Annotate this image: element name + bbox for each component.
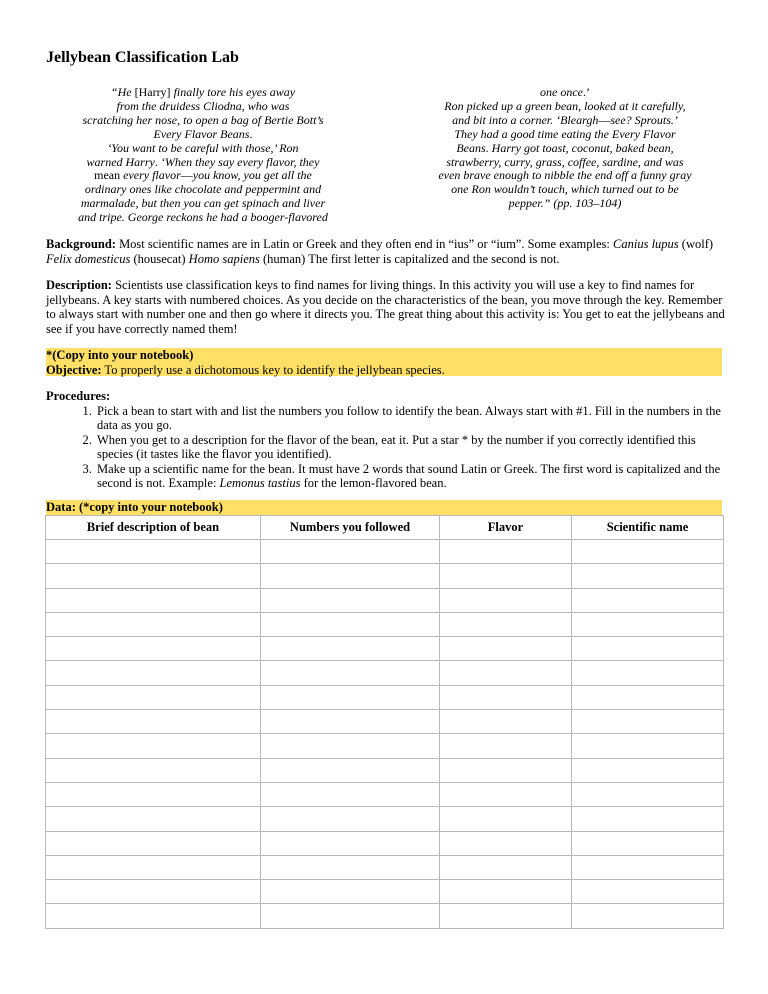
background-text-3: (housecat) [130, 251, 189, 266]
quote-segment: scratching her nose, to open a bag of Bertie Bott’s [82, 112, 324, 127]
table-cell [46, 637, 261, 661]
table-cell [261, 540, 440, 564]
quote-left-line [72, 128, 334, 142]
table-cell [440, 564, 572, 588]
quote-segment: and tripe. George reckons he had a booger-flavored [78, 210, 328, 225]
quote-segment: Every Flavor Beans [153, 126, 250, 141]
table-row [46, 588, 724, 612]
quote-segment: .’ [582, 85, 590, 99]
table-cell [261, 588, 440, 612]
table-cell [46, 758, 261, 782]
quote-segment: – [593, 196, 600, 211]
quote-segment: you know, you get all the [192, 168, 312, 183]
data-heading: Data: (*copy into your notebook) [46, 500, 223, 514]
table-cell [261, 904, 440, 928]
table-cell [261, 782, 440, 806]
quote-right-line [434, 197, 696, 211]
objective-label: Objective: [46, 362, 102, 377]
table-cell [261, 612, 440, 636]
table-cell [46, 588, 261, 612]
quote-segment: mean [94, 168, 124, 183]
quote-left-line [72, 169, 334, 183]
table-cell [46, 710, 261, 734]
table-row [46, 685, 724, 709]
table-cell [46, 564, 261, 588]
quote-segment: one once [540, 85, 583, 99]
quote-segment: warned Harry [86, 154, 155, 169]
example-human-name: Homo sapiens [188, 251, 260, 266]
table-cell [261, 807, 440, 831]
quote-segment: 104) [599, 196, 622, 211]
table-cell [46, 685, 261, 709]
procedures-list [46, 404, 726, 491]
table-cell [261, 710, 440, 734]
quote-segment: see? Sprouts.’ [610, 112, 678, 127]
table-cell [440, 612, 572, 636]
quote-segment: . [154, 154, 161, 169]
table-cell [440, 637, 572, 661]
objective-text: To properly use a dichotomous key to identify the jellybean species. [101, 362, 445, 377]
table-row [46, 782, 724, 806]
quote-right-line [434, 183, 696, 197]
quote-right-line [434, 142, 696, 156]
quote-left-line [72, 86, 334, 100]
quote-segment: pepper.” (pp. 103 [508, 196, 594, 211]
quote-right-line [434, 100, 696, 114]
table-cell [46, 904, 261, 928]
quote-left-line [72, 183, 334, 197]
procedures-section [46, 389, 726, 491]
table-cell [440, 807, 572, 831]
table-cell [46, 661, 261, 685]
quote-segment: [Harry] [134, 85, 171, 99]
table-cell [572, 685, 724, 709]
quote-right-column [434, 86, 696, 211]
example-housecat-name: Felix domesticus [46, 251, 131, 266]
quote-segment: from the druidess Cliodna, who was [116, 98, 290, 113]
table-row [46, 758, 724, 782]
table-header-row [46, 516, 724, 540]
table-cell [572, 734, 724, 758]
quote-segment: “He [110, 85, 135, 99]
table-row [46, 880, 724, 904]
quote-left-line [72, 100, 334, 114]
table-cell [440, 710, 572, 734]
col-header-scientific-name: Scientific name [572, 516, 724, 540]
quote-left-line [72, 142, 334, 156]
quote-segment: finally tore his eyes away [170, 85, 296, 99]
table-cell [440, 880, 572, 904]
table-cell [572, 782, 724, 806]
table-row [46, 831, 724, 855]
table-cell [440, 588, 572, 612]
table-row [46, 637, 724, 661]
quote-left-column [72, 86, 334, 225]
table-cell [440, 855, 572, 879]
table-cell [46, 880, 261, 904]
quote-segment: and bit into a corner. ‘Bleargh [452, 112, 599, 127]
description-text: Scientists use classification keys to find names for living things. In this activity you will use a key to find names for jellybeans. A key starts with numbered choices. As you decide on the characteristics of the bean, you move through the key. Remember to always start with number one and then go where it directs you. The great thing about this activity is: You get to eat the jellybeans and see if you have correctly named them! [46, 278, 725, 336]
table-row [46, 540, 724, 564]
table-row [46, 904, 724, 928]
quote-segment: . [485, 140, 492, 155]
quote-segment: — [180, 168, 193, 183]
table-cell [46, 855, 261, 879]
quote-segment: ‘When they say every flavor, they [160, 154, 320, 169]
table-cell [46, 612, 261, 636]
table-row [46, 855, 724, 879]
table-row [46, 612, 724, 636]
quote-segment: . [249, 126, 253, 141]
table-cell [572, 710, 724, 734]
table-cell [572, 612, 724, 636]
table-row [46, 807, 724, 831]
procedure-step-1: 1. Pick a bean to start with and list the numbers you follow to identify the bean. Always start with #1. Fill in the numbers in the data as you go. [95, 404, 726, 433]
table-cell [440, 540, 572, 564]
table-cell [572, 904, 724, 928]
table-cell [440, 782, 572, 806]
table-cell [261, 880, 440, 904]
table-cell [440, 904, 572, 928]
table-cell [572, 880, 724, 904]
background-paragraph [46, 237, 726, 266]
quote-segment: Harry got toast, coconut, baked bean, [491, 140, 674, 155]
table-row [46, 564, 724, 588]
example-wolf-name: Canius lupus [613, 237, 679, 251]
description-label: Description: [46, 278, 112, 292]
quote-right-line [434, 156, 696, 170]
background-text-4: (human) The first letter is capitalized and the second is not. [259, 251, 560, 266]
table-row [46, 734, 724, 758]
table-cell [46, 540, 261, 564]
table-cell [440, 734, 572, 758]
quote-right-line [434, 128, 696, 142]
table-cell [46, 782, 261, 806]
table-cell [440, 685, 572, 709]
table-cell [572, 588, 724, 612]
quote-left-line [72, 156, 334, 170]
quote-segment: ‘You want to be careful with those,’ Ron [107, 140, 299, 155]
background-text-2: (wolf) [678, 237, 714, 251]
quote-segment: Ron picked up a green bean, looked at it carefully, [444, 98, 686, 113]
objective-highlight-box [46, 348, 722, 376]
table-cell [440, 831, 572, 855]
quote-left-line [72, 211, 334, 225]
quote-segment: marmalade, but then you can get spinach and liver [80, 196, 326, 211]
procedures-label: Procedures: [46, 389, 111, 403]
table-cell [46, 831, 261, 855]
procedure-step-3 [95, 462, 726, 491]
table-cell [572, 855, 724, 879]
procedure-step-3-tail: for the lemon-flavored bean. [300, 476, 447, 490]
table-cell [572, 637, 724, 661]
table-body [46, 540, 724, 929]
data-table [45, 515, 724, 929]
quote-right-line [434, 86, 696, 100]
col-header-numbers: Numbers you followed [261, 516, 440, 540]
table-row [46, 710, 724, 734]
quote-segment: even brave enough to nibble the end off a funny gray [438, 168, 692, 183]
table-cell [572, 661, 724, 685]
table-cell [572, 540, 724, 564]
quote-segment: one Ron wouldn’t touch, which turned out to be [451, 182, 679, 197]
table-cell [440, 758, 572, 782]
table-cell [261, 564, 440, 588]
quote-segment: Beans [456, 140, 486, 155]
table-cell [261, 637, 440, 661]
procedure-step-3-text: Make up a scientific name for the bean. It must have 2 words that sound Latin or Greek. The first word is capitalized and the second is not. Example: [97, 461, 721, 490]
example-scientific-name: Lemonus tastius [219, 476, 301, 490]
quote-segment: ordinary ones like chocolate and peppermint and [84, 182, 322, 197]
quote-right-line [434, 114, 696, 128]
table-cell [46, 807, 261, 831]
copy-note: *(Copy into your notebook) [46, 348, 194, 362]
quote-segment: — [598, 112, 611, 127]
page-title: Jellybean Classification Lab [46, 49, 239, 66]
table-cell [572, 564, 724, 588]
table-cell [261, 661, 440, 685]
description-paragraph [46, 278, 726, 336]
quote-segment: They had a good time eating the Every Flavor [454, 126, 676, 141]
table-cell [572, 831, 724, 855]
background-text-1: Most scientific names are in Latin or Greek and they often end in “ius” or “ium”. Some examples: [115, 237, 614, 251]
data-heading-bar [46, 500, 722, 515]
quote-segment: strawberry, curry, grass, coffee, sardine, and was [446, 154, 684, 169]
col-header-flavor: Flavor [440, 516, 572, 540]
quote-left-line [72, 114, 334, 128]
quote-segment: every flavor [123, 168, 181, 183]
table-cell [261, 685, 440, 709]
table-cell [572, 758, 724, 782]
quote-left-line [72, 197, 334, 211]
table-cell [46, 734, 261, 758]
table-cell [261, 734, 440, 758]
table-cell [261, 831, 440, 855]
table-row [46, 661, 724, 685]
col-header-description: Brief description of bean [46, 516, 261, 540]
table-cell [261, 855, 440, 879]
quote-right-line [434, 169, 696, 183]
background-label: Background: [46, 237, 116, 251]
table-cell [261, 758, 440, 782]
table-cell [572, 807, 724, 831]
procedure-step-2: 2. When you get to a description for the flavor of the bean, eat it. Put a star * by the number if you correctly identified this species (it tastes like the flavor you identified). [95, 433, 726, 462]
table-cell [440, 661, 572, 685]
